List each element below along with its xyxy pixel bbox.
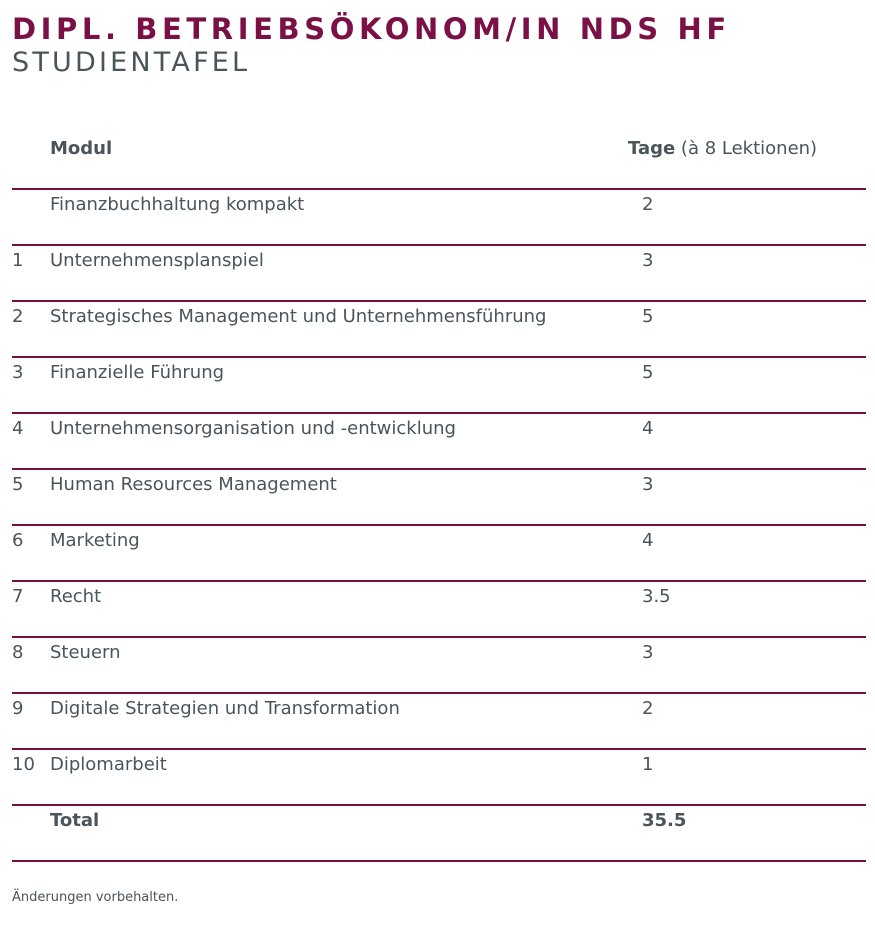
- row-number: 7: [12, 586, 24, 607]
- table-row: [12, 750, 866, 806]
- row-module: Diplomarbeit: [50, 754, 167, 775]
- row-module: Finanzielle Führung: [50, 362, 225, 383]
- row-days: 5: [642, 362, 654, 383]
- row-module: Recht: [50, 586, 102, 607]
- table-header: [12, 130, 866, 190]
- header-days: [628, 138, 817, 160]
- total-label: Total: [50, 810, 100, 831]
- footnote: Änderungen vorbehalten.: [12, 890, 179, 905]
- row-number: 6: [12, 530, 24, 551]
- row-module: Digitale Strategien und Transformation: [50, 698, 400, 719]
- table-row: [12, 582, 866, 638]
- study-table: [12, 130, 866, 862]
- row-days: 2: [642, 698, 654, 719]
- header-module: Modul: [50, 138, 113, 159]
- total-days: 35.5: [642, 810, 687, 831]
- table-row: [12, 470, 866, 526]
- header-days-label: Tage: [628, 138, 676, 159]
- table-row: [12, 414, 866, 470]
- table-total-row: [12, 806, 866, 862]
- row-days: 2: [642, 194, 654, 215]
- row-module: Finanzbuchhaltung kompakt: [50, 194, 305, 215]
- row-days: 3: [642, 474, 654, 495]
- row-number: 10: [12, 754, 35, 775]
- table-row: [12, 190, 866, 246]
- row-days: 4: [642, 530, 654, 551]
- row-module: Unternehmensorganisation und -entwicklung: [50, 418, 456, 439]
- row-number: 1: [12, 250, 24, 271]
- row-days: 3: [642, 642, 654, 663]
- row-module: Unternehmensplanspiel: [50, 250, 264, 271]
- table-row: [12, 358, 866, 414]
- row-days: 3.5: [642, 586, 671, 607]
- row-days: 3: [642, 250, 654, 271]
- page-subtitle: STUDIENTAFEL: [12, 47, 251, 78]
- row-number: 2: [12, 306, 24, 327]
- row-module: Steuern: [50, 642, 121, 663]
- table-row: [12, 246, 866, 302]
- table-row: [12, 638, 866, 694]
- row-days: 1: [642, 754, 654, 775]
- row-number: 3: [12, 362, 24, 383]
- table-row: [12, 526, 866, 582]
- row-module: Human Resources Management: [50, 474, 337, 495]
- row-number: 9: [12, 698, 24, 719]
- table-row: [12, 694, 866, 750]
- row-days: 5: [642, 306, 654, 327]
- header-days-note: (à 8 Lektionen): [675, 138, 818, 159]
- row-number: 5: [12, 474, 24, 495]
- table-row: [12, 302, 866, 358]
- row-days: 4: [642, 418, 654, 439]
- row-number: 8: [12, 642, 24, 663]
- page-title: DIPL. BETRIEBSÖKONOM/IN NDS HF: [12, 12, 731, 46]
- row-number: 4: [12, 418, 24, 439]
- row-module: Marketing: [50, 530, 140, 551]
- row-module: Strategisches Management und Unternehmensführung: [50, 306, 547, 327]
